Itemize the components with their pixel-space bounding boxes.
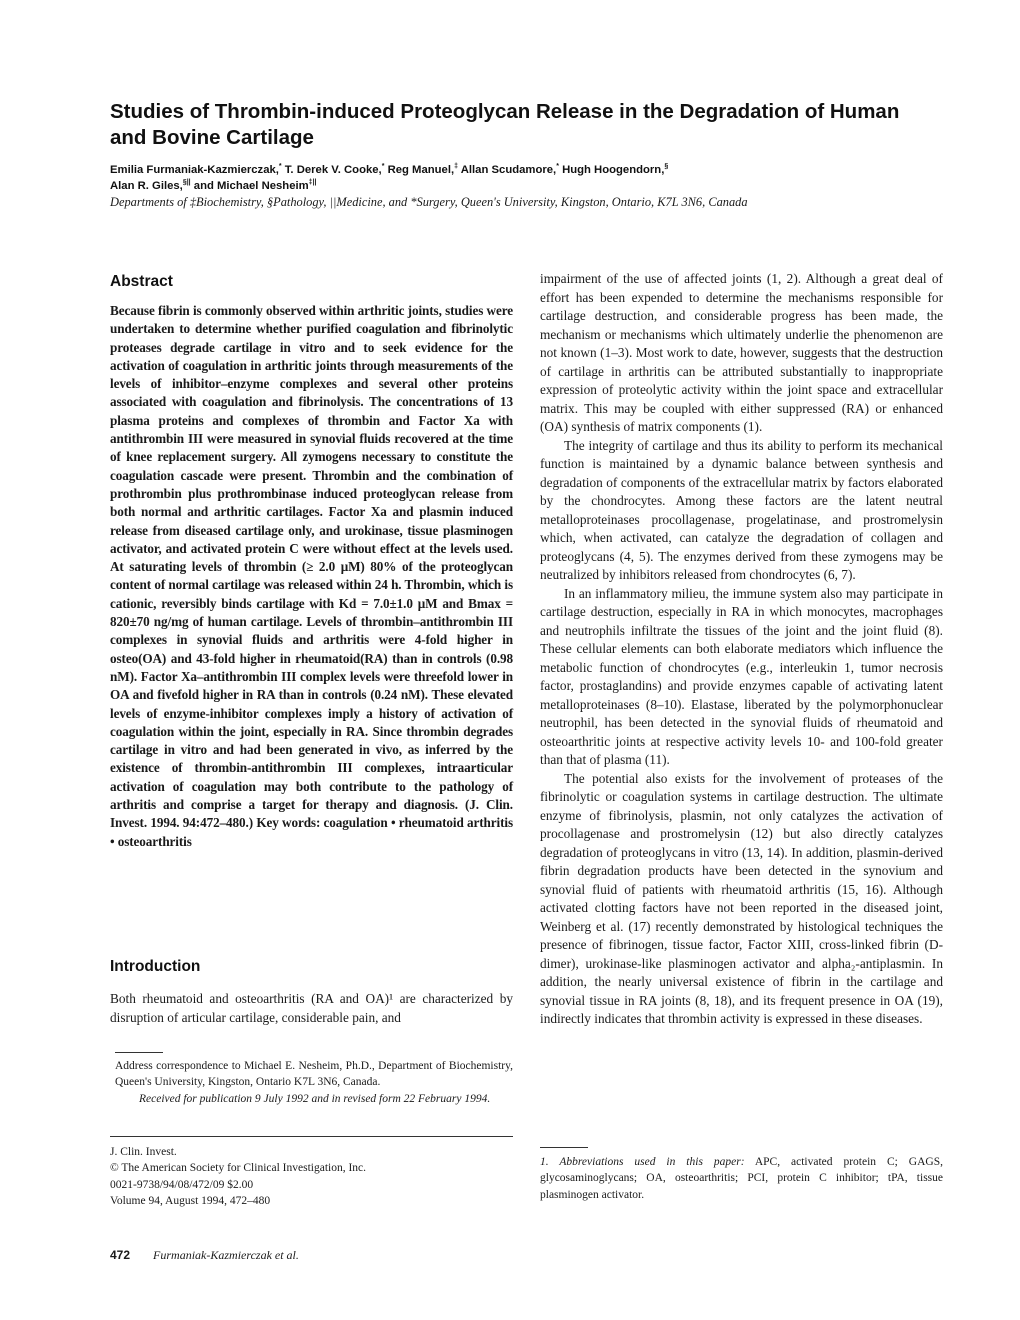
abstract-heading: Abstract — [110, 273, 173, 290]
correspondence-address: Address correspondence to Michael E. Nesheim, Ph.D., Department of Biochemistry, Queen's University, Kingston, Ontario K7L 3N6, Canada. — [115, 1060, 513, 1089]
intro-left-column — [110, 990, 513, 1027]
journal-info-divider — [110, 1136, 513, 1137]
abstract-body: Because fibrin is commonly observed within arthritic joints, studies were undertaken to determine whether purified coagulation and fibrinolytic proteases degrade cartilage in vitro and to seek evidence for the activation of coagulation in arthritic joints through measurements of the levels of inhibitor–enzyme complexes and several other proteins associated with coagulation and fibrinolysis. The concentrations of 13 plasma proteins and complexes of thrombin and Factor Xa with antithrombin III were measured in synovial fluids recovered at the time of knee replacement surgery. All zymogens necessary to constitute the coagulation cascade were present. Thrombin and the combination of prothrombin plus prothrombinase induced proteoglycan release from both normal and arthritic cartilages. Factor Xa and plasmin induced release from diseased cartilage only, and urokinase, tissue plasminogen activator, and activated protein C were without effect at the levels used. At saturating levels of thrombin (≥ 2.0 μM) 80% of the proteoglycan content of normal cartilage was released within 24 h. Thrombin, which is cationic, reversibly binds cartilage with Kd = 7.0±1.0 μM and Bmax = 820±70 ng/mg of human cartilage. Levels of thrombin–antithrombin III complexes in synovial fluids and arthritis were 4-fold higher in osteo(OA) and 43-fold higher in rheumatoid(RA) than in controls (0.98 nM). Factor Xa–antithrombin III complex levels were threefold lower in OA and fivefold higher in RA than in controls (0.24 nM). These elevated levels of enzyme-inhibitor complexes imply a history of activation of coagulation within the joint, especially in RA. Since thrombin degrades cartilage in vitro and had been generated in vivo, as inferred by the existence of thrombin-antithrombin III complexes, intraarticular activation of coagulation may both contribute to the pathology of arthritis and comprise a target for therapy and diagnosis. (J. Clin. Invest. 1994. 94:472–480.) Key words: coagulation • rheumatoid arthritis • osteoarthritis — [110, 303, 513, 849]
intro-paragraph: The potential also exists for the involvement of proteases of the fibrinolytic or coagulation systems in cartilage destruction. The ultimate enzyme of fibrinolysis, plasmin, not only catalyzes the activation of procollagenase and prostromelysin (12) but also directly catalyzes degradation of proteoglycans in vitro (13, 14). In addition, plasmin-derived fibrin degradation products have been detected in the synovium and synovial fluid of patients with rheumatoid arthritis (15, 16). Although activated clotting factors have not been reported in the diseased joint, Weinberg et al. (17) recently demonstrated by histological techniques the presence of fibrinogen, tissue factor, Factor XIII, cross-linked fibrin (D-dimer), urokinase-like plasminogen activator and alpha₂-antiplasmin. In addition, the nearly universal existence of fibrin in the cartilage and synovial tissue in RA joints (8, 18), and its frequent presence in OA (19), indirectly indicates that thrombin activity is expressed in these diseases. — [540, 770, 943, 1026]
intro-paragraph: The integrity of cartilage and thus its ability to perform its mechanical function is maintained by a dynamic balance between synthesis and degradation of components of the extracellular matrix by factors elaborated by the chondrocytes. Among these factors are the latent neutral metalloproteinases procollagenase, progelatinase, and prostromelysin which, when activated, can catalyze the degradation of collagen and proteoglycans (4, 5). The enzymes derived from these zymogens may be neutralized by inhibitors released from chondrocytes (6, 7). — [540, 437, 943, 582]
footnote-text: APC, activated protein C; GAGS, glycosaminoglycans; OA, osteoarthritis; PCI, protein C inhibitor; tPA, tissue plasminogen activator. — [540, 1156, 943, 1201]
paper-title: Studies of Thrombin-induced Proteoglycan Release in the Degradation of Human and Bovine Cartilage — [110, 100, 900, 149]
abbreviations-footnote — [540, 1154, 943, 1203]
author: Allan Scudamore,* — [460, 163, 559, 176]
introduction-heading: Introduction — [110, 958, 201, 975]
volume-line: Volume 94, August 1994, 472–480 — [110, 1194, 271, 1207]
intro-paragraph: In an inflammatory milieu, the immune system also may participate in cartilage destruction, especially in RA in which monocytes, macrophages and neutrophils infiltrate the tissues of the joint and the joint fluid (8). These cellular elements can both elaborate mediators which influence the metabolic function of chondrocytes (e.g., interleukin 1, tumor necrosis factor, prostaglandins) and provide enzymes capable of activating latent metalloproteinases (8–10). Elastase, liberated by the polymorphonuclear neutrophil, has been detected in the synovial fluids of rheumatoid and osteoarthritic joints at respective activity levels 10- and 100-fold greater than that of plasma (11). — [540, 585, 943, 767]
journal-info — [110, 1144, 513, 1209]
correspondence-note — [115, 1058, 513, 1107]
received-dates: Received for publication 9 July 1992 and in revised form 22 February 1994. — [139, 1092, 491, 1105]
affiliation: Departments of ‡Biochemistry, §Pathology, ||Medicine, and *Surgery, Queen's University, Kingston, Ontario, K7L 3N6, Canada — [110, 195, 748, 209]
author: and Michael Nesheim‡|| — [193, 179, 317, 192]
copyright-line: © The American Society for Clinical Investigation, Inc. — [110, 1162, 367, 1175]
journal-name: J. Clin. Invest. — [110, 1146, 177, 1158]
page-number: 472 — [110, 1248, 131, 1262]
author: Alan R. Giles,§|| — [110, 179, 191, 192]
page-footer — [110, 1248, 299, 1263]
running-head: Furmaniak-Kazmierczak et al. — [153, 1248, 299, 1262]
right-column — [540, 270, 943, 1029]
footnote-divider — [115, 1052, 163, 1053]
author: Hugh Hoogendorn,§ — [562, 163, 669, 176]
intro-paragraph: Both rheumatoid and osteoarthritis (RA and OA)¹ are characterized by disruption of articular cartilage, considerable pain, and — [110, 991, 513, 1025]
footnote-label: 1. Abbreviations used in this paper: — [540, 1156, 745, 1168]
author: Emilia Furmaniak-Kazmierczak,* — [110, 163, 282, 176]
intro-paragraph: impairment of the use of affected joints (1, 2). Although a great deal of effort has been expended to determine the mechanisms responsible for cartilage destruction, and considerable progress has been made, the mechanism or mechanisms which ultimately underlie the phenomenon are not known (1–3). Most work to date, however, suggests that the destruction of cartilage in arthritis can be attributed substantially to inappropriate expression of proteolytic activity within the joint space and extracellular matrix. This may be coupled with either suppressed (RA) or enhanced (OA) synthesis of matrix components (1). — [540, 271, 943, 434]
author: T. Derek V. Cooke,* — [284, 163, 385, 176]
issn-line: 0021-9738/94/08/472/09 $2.00 — [110, 1178, 254, 1191]
author: Reg Manuel,‡ — [387, 163, 459, 176]
footnote-divider — [540, 1147, 588, 1148]
author-list — [110, 162, 910, 194]
